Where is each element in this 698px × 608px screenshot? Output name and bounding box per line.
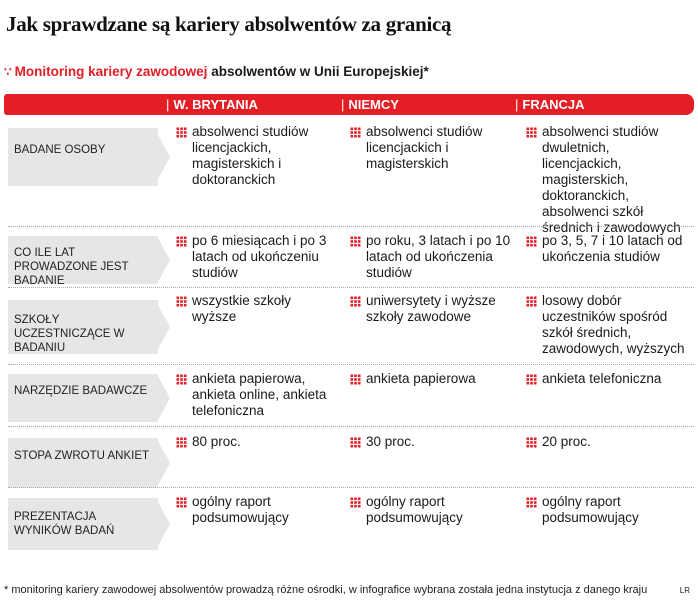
row-divider bbox=[8, 426, 694, 427]
table-cell bbox=[350, 293, 512, 325]
cell-text: po 6 miesiącach i po 3 latach od ukończeniu studiów bbox=[192, 233, 327, 280]
column-header-uk: | W. BRYTANIA bbox=[166, 97, 258, 112]
grid-dots-icon bbox=[526, 497, 537, 508]
row-divider bbox=[8, 487, 694, 488]
table-cell bbox=[526, 233, 688, 265]
grid-dots-icon bbox=[176, 374, 187, 385]
row-label bbox=[8, 498, 158, 550]
grid-dots-icon bbox=[350, 374, 361, 385]
grid-dots-icon bbox=[350, 236, 361, 247]
grid-dots-icon bbox=[350, 497, 361, 508]
row-label bbox=[8, 300, 158, 354]
grid-dots-icon bbox=[176, 437, 187, 448]
grid-dots-icon bbox=[350, 127, 361, 138]
grid-dots-icon bbox=[526, 296, 537, 307]
cell-text: ankieta papierowa bbox=[366, 371, 476, 386]
cell-text: ogólny raport podsumowujący bbox=[366, 494, 463, 525]
subtitle-highlight: Monitoring kariery zawodowej bbox=[14, 64, 208, 79]
cell-text: 20 proc. bbox=[542, 434, 591, 449]
page-title: Jak sprawdzane są kariery absolwentów za granicą bbox=[6, 12, 452, 36]
table-cell bbox=[176, 124, 338, 188]
cell-text: uniwersytety i wyższe szkoły zawodowe bbox=[366, 293, 496, 324]
table-cell bbox=[350, 233, 512, 281]
grid-dots-icon bbox=[176, 236, 187, 247]
table-cell bbox=[176, 233, 338, 281]
column-header-fr: | FRANCJA bbox=[515, 97, 585, 112]
grid-dots-icon bbox=[526, 374, 537, 385]
cell-text: po 3, 5, 7 i 10 latach od ukończenia studiów bbox=[542, 233, 683, 264]
footnote: * monitoring kariery zawodowej absolwentów prowadzą różne ośrodki, w infografice wybrana została jedna instytucja z danego kraju bbox=[4, 584, 648, 596]
grid-dots-icon bbox=[526, 437, 537, 448]
cell-text: ankieta telefoniczna bbox=[542, 371, 662, 386]
table-cell bbox=[526, 293, 688, 357]
table-cell bbox=[176, 371, 338, 419]
cell-text: 30 proc. bbox=[366, 434, 415, 449]
row-label bbox=[8, 128, 158, 186]
row-label-text: BADANE OSOBY bbox=[14, 144, 106, 156]
cell-text: ankieta papierowa, ankieta online, ankieta telefoniczna bbox=[192, 371, 327, 418]
author-credit: LR bbox=[679, 586, 690, 595]
row-label-text: CO ILE LAT PROWADZONE JEST BADANIE bbox=[14, 247, 129, 287]
cell-text: absolwenci studiów licencjackich, magisterskich i doktoranckich bbox=[192, 124, 309, 187]
table-cell bbox=[176, 434, 338, 450]
table-cell bbox=[526, 494, 688, 526]
cell-text: absolwenci studiów dwuletnich, licencjackich, magisterskich, doktoranckich, absolwenci szkół średnich i zawodowych bbox=[542, 124, 681, 235]
cell-text: 80 proc. bbox=[192, 434, 241, 449]
row-label bbox=[8, 236, 158, 287]
grid-dots-icon bbox=[350, 296, 361, 307]
row-label-text: STOPA ZWROTU ANKIET bbox=[14, 450, 150, 462]
row-divider bbox=[8, 226, 694, 227]
cell-text: absolwenci studiów licencjackich i magisterskich bbox=[366, 124, 483, 171]
table-cell bbox=[176, 293, 338, 325]
table-cell bbox=[350, 434, 512, 450]
grid-dots-icon bbox=[526, 127, 537, 138]
cell-text: ogólny raport podsumowujący bbox=[542, 494, 639, 525]
table-cell bbox=[526, 434, 688, 450]
grid-dots-icon bbox=[176, 296, 187, 307]
row-label bbox=[8, 374, 158, 422]
table-cell bbox=[350, 494, 512, 526]
row-label-text: PREZENTACJA WYNIKÓW BADAŃ bbox=[14, 511, 115, 537]
grid-dots-icon bbox=[350, 437, 361, 448]
table-cell bbox=[176, 494, 338, 526]
cell-text: wszystkie szkoły wyższe bbox=[192, 293, 292, 324]
dotted-triangle-icon: ∵ bbox=[4, 65, 12, 79]
row-label-text: SZKOŁY UCZESTNICZĄCE W BADANIU bbox=[14, 314, 125, 354]
row-divider bbox=[8, 287, 694, 288]
row-label bbox=[8, 438, 158, 488]
cell-text: ogólny raport podsumowujący bbox=[192, 494, 289, 525]
subtitle-rest: absolwentów w Unii Europejskiej* bbox=[211, 64, 429, 79]
subtitle bbox=[4, 64, 429, 79]
column-header-de: | NIEMCY bbox=[341, 97, 399, 112]
row-label-text: NARZĘDZIE BADAWCZE bbox=[14, 385, 148, 397]
table-cell bbox=[350, 124, 512, 172]
cell-text: po roku, 3 latach i po 10 latach od ukończenia studiów bbox=[366, 233, 511, 280]
cell-text: losowy dobór uczestników spośród szkół średnich, zawodowych, wyższych bbox=[542, 293, 685, 356]
row-divider bbox=[8, 364, 694, 365]
grid-dots-icon bbox=[176, 127, 187, 138]
grid-dots-icon bbox=[176, 497, 187, 508]
table-cell bbox=[350, 371, 512, 387]
table-cell bbox=[526, 371, 688, 387]
grid-dots-icon bbox=[526, 236, 537, 247]
table-cell bbox=[526, 124, 688, 236]
